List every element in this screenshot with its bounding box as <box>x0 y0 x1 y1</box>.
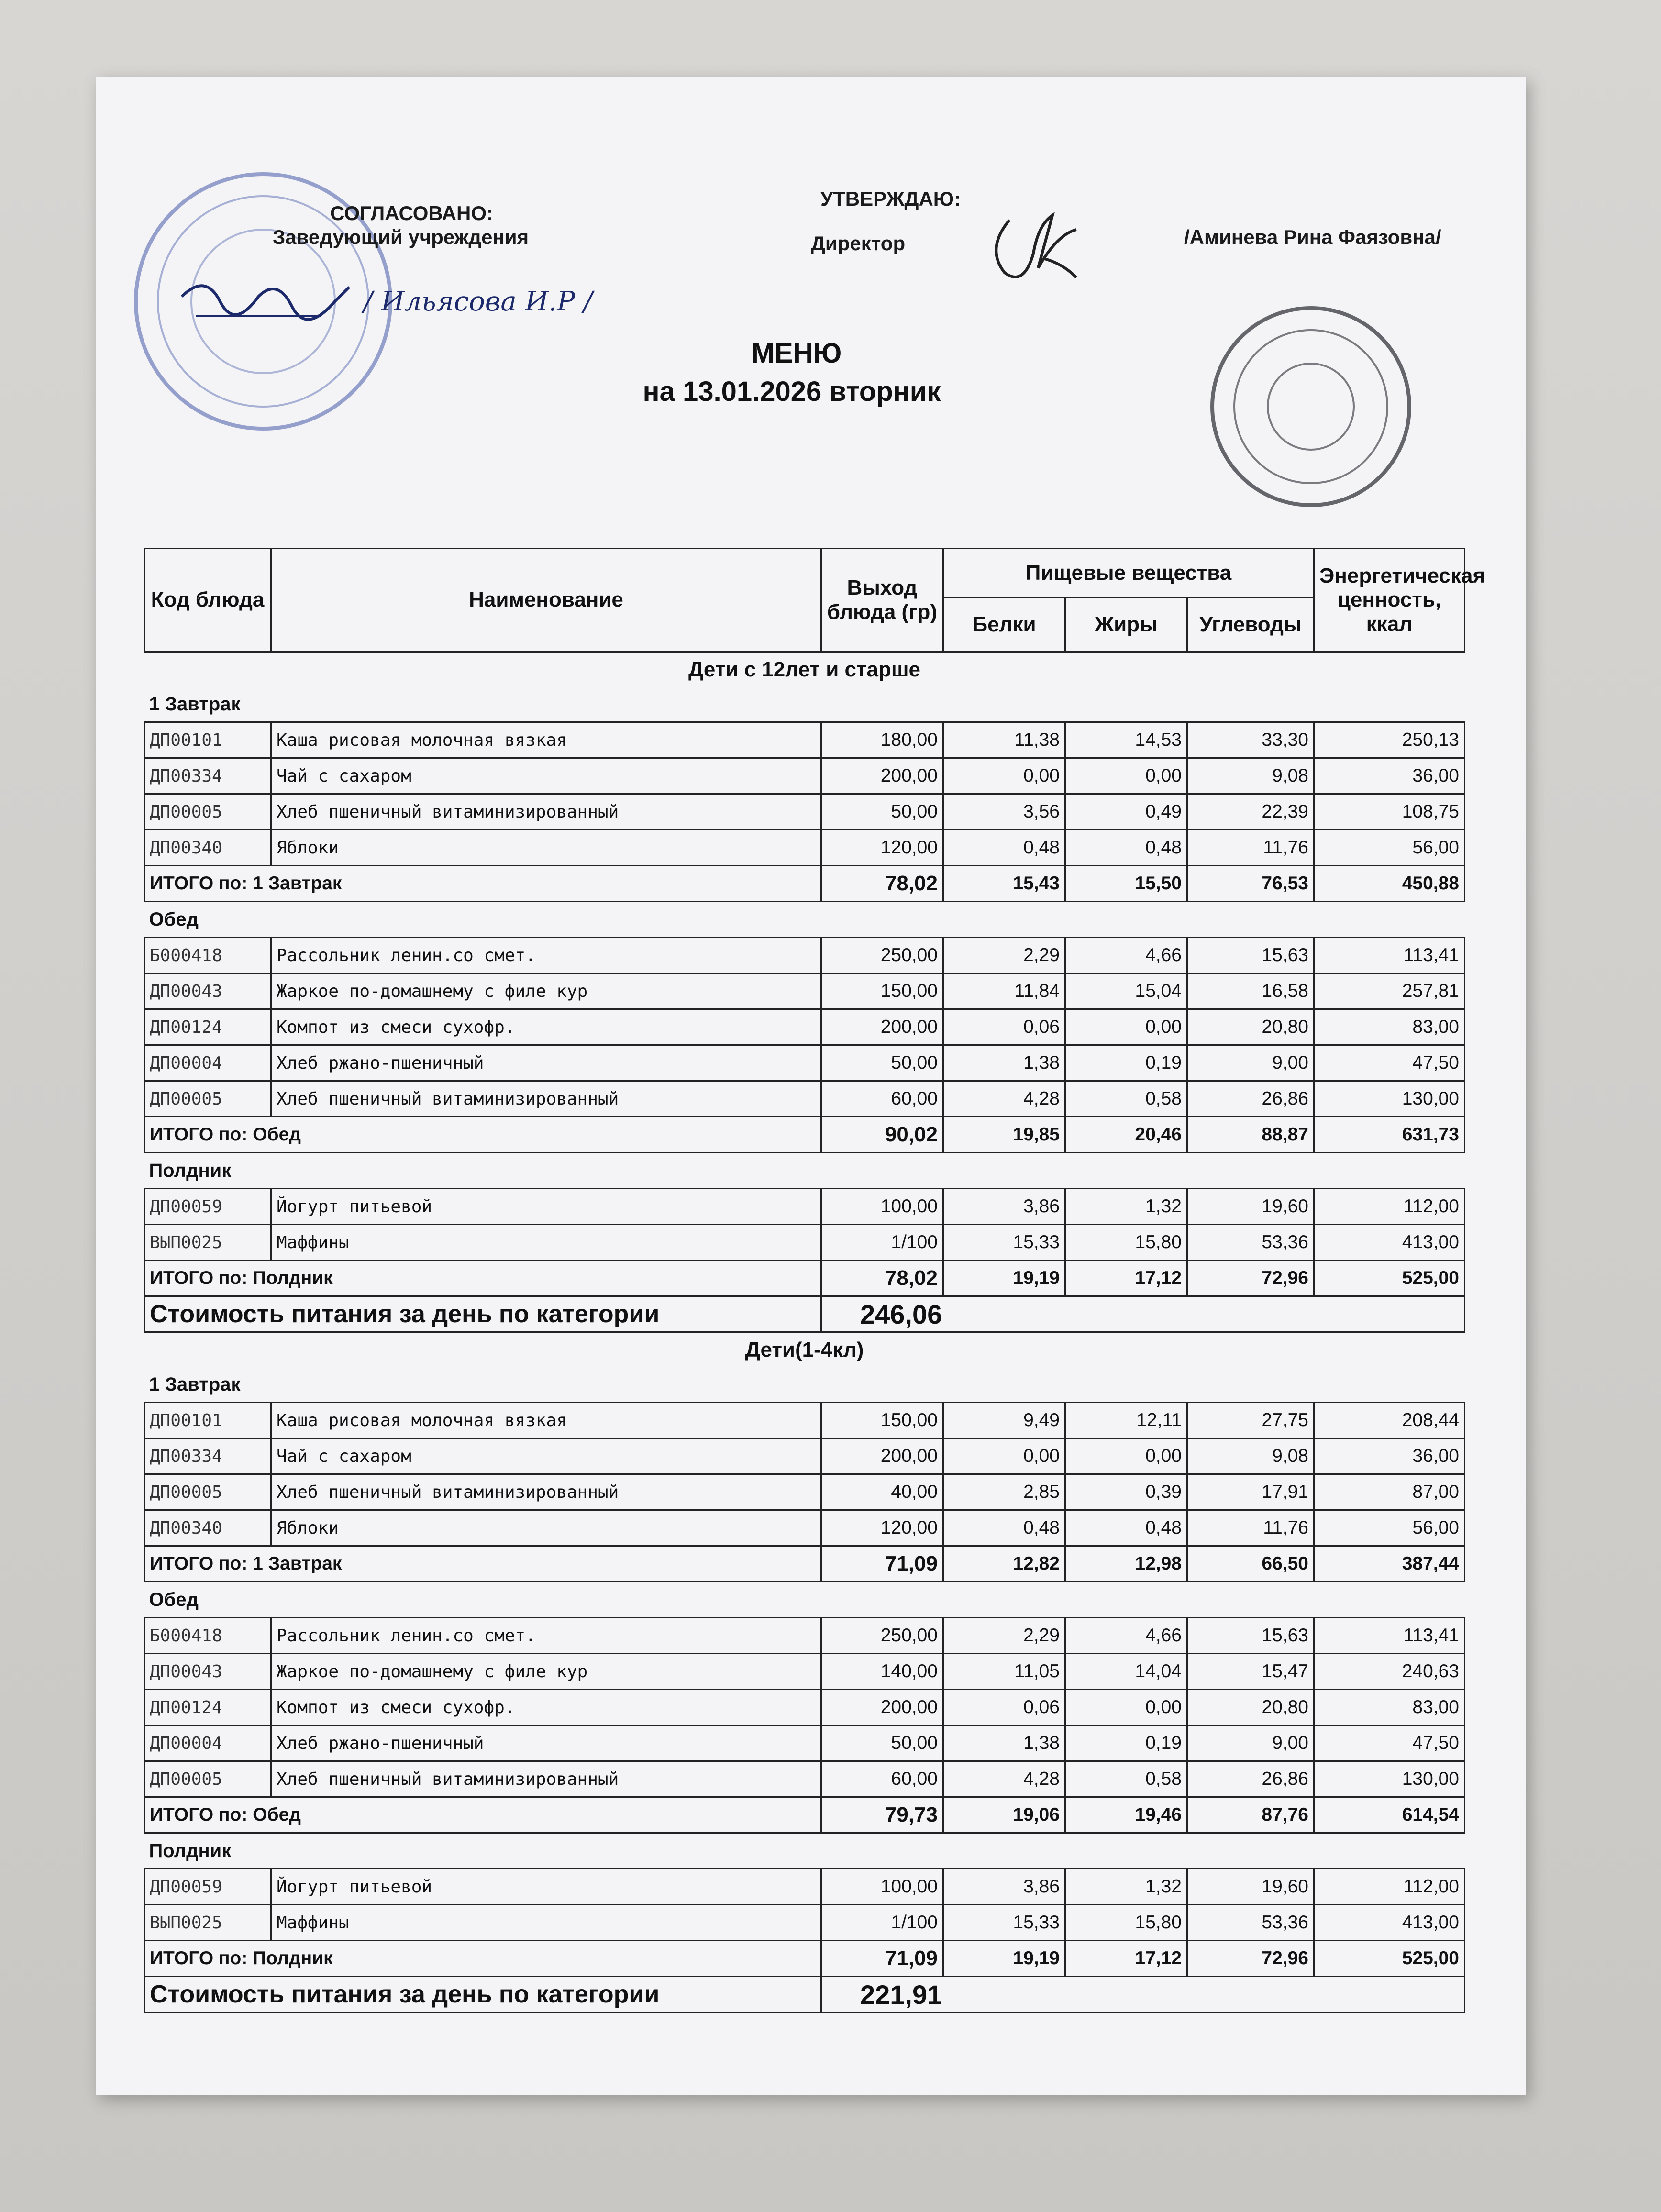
dish-proteins: 0,48 <box>943 830 1065 866</box>
dish-name: Хлеб пшеничный витаминизированный <box>271 1081 821 1117</box>
menu-title: МЕНЮ <box>751 338 842 369</box>
dish-code: ДП00340 <box>144 1510 271 1546</box>
daily-cost-value: 246,06 <box>821 1296 1465 1332</box>
dish-fats: 0,39 <box>1065 1474 1187 1510</box>
dish-name: Хлеб ржано-пшеничный <box>271 1045 821 1081</box>
dish-name: Каша рисовая молочная вязкая <box>271 1403 821 1438</box>
dish-proteins: 2,85 <box>943 1474 1065 1510</box>
dish-output: 200,00 <box>821 1009 943 1045</box>
total-label: ИТОГО по: 1 Завтрак <box>144 866 821 902</box>
meal-title: Полдник <box>149 1840 232 1861</box>
dish-proteins: 11,38 <box>943 722 1065 758</box>
dish-output: 100,00 <box>821 1189 943 1225</box>
dish-energy: 112,00 <box>1314 1189 1465 1225</box>
dish-energy: 47,50 <box>1314 1045 1465 1081</box>
dish-fats: 0,49 <box>1065 794 1187 830</box>
dish-carbs: 11,76 <box>1187 830 1314 866</box>
total-carbs: 88,87 <box>1187 1117 1314 1153</box>
meal-title: 1 Завтрак <box>149 693 241 715</box>
table-row <box>144 794 1465 830</box>
dish-carbs: 20,80 <box>1187 1690 1314 1725</box>
dish-output: 1/100 <box>821 1225 943 1261</box>
dish-name: Компот из смеси сухофр. <box>271 1690 821 1725</box>
dish-energy: 87,00 <box>1314 1474 1465 1510</box>
meal-title: 1 Завтрак <box>149 1373 241 1395</box>
dish-name: Каша рисовая молочная вязкая <box>271 722 821 758</box>
dish-proteins: 3,86 <box>943 1869 1065 1905</box>
table-row <box>144 1618 1465 1654</box>
total-carbs: 72,96 <box>1187 1261 1314 1296</box>
dish-fats: 4,66 <box>1065 1618 1187 1654</box>
dish-energy: 36,00 <box>1314 1438 1465 1474</box>
dish-code: ДП00005 <box>144 1081 271 1117</box>
agreed-role: Заведующий учреждения <box>273 226 529 248</box>
total-row <box>144 1941 1465 1977</box>
dish-output: 50,00 <box>821 794 943 830</box>
dish-code: ВЫП0025 <box>144 1225 271 1261</box>
table-row <box>144 1081 1465 1117</box>
total-label: ИТОГО по: Обед <box>144 1797 821 1833</box>
dish-proteins: 3,86 <box>943 1189 1065 1225</box>
table-row <box>144 938 1465 973</box>
dish-code: ВЫП0025 <box>144 1905 271 1941</box>
total-row <box>144 866 1465 902</box>
dish-output: 140,00 <box>821 1654 943 1690</box>
dish-fats: 0,00 <box>1065 1438 1187 1474</box>
table-row <box>144 1761 1465 1797</box>
dish-name: Йогурт питьевой <box>271 1189 821 1225</box>
total-energy: 450,88 <box>1314 866 1465 902</box>
dish-name: Яблоки <box>271 830 821 866</box>
category-row <box>144 1332 1465 1368</box>
signature-right <box>981 206 1086 292</box>
dish-code: ДП00004 <box>144 1045 271 1081</box>
dish-output: 40,00 <box>821 1474 943 1510</box>
dish-code: ДП00005 <box>144 1474 271 1510</box>
total-output: 90,02 <box>821 1117 943 1153</box>
total-energy: 631,73 <box>1314 1117 1465 1153</box>
daily-cost-value: 221,91 <box>821 1977 1465 2013</box>
dish-carbs: 9,00 <box>1187 1725 1314 1761</box>
menu-date: на 13.01.2026 вторник <box>642 376 941 407</box>
dish-carbs: 9,00 <box>1187 1045 1314 1081</box>
dish-code: ДП00101 <box>144 1403 271 1438</box>
table-row <box>144 1654 1465 1690</box>
dish-output: 150,00 <box>821 1403 943 1438</box>
dish-fats: 4,66 <box>1065 938 1187 973</box>
dish-code: ДП00004 <box>144 1725 271 1761</box>
dish-proteins: 0,06 <box>943 1009 1065 1045</box>
table-row <box>144 1189 1465 1225</box>
dish-fats: 0,00 <box>1065 758 1187 794</box>
dish-carbs: 9,08 <box>1187 1438 1314 1474</box>
dish-energy: 108,75 <box>1314 794 1465 830</box>
dish-carbs: 9,08 <box>1187 758 1314 794</box>
total-carbs: 66,50 <box>1187 1546 1314 1582</box>
dish-name: Жаркое по-домашнему с филе кур <box>271 1654 821 1690</box>
dish-carbs: 26,86 <box>1187 1761 1314 1797</box>
dish-proteins: 1,38 <box>943 1725 1065 1761</box>
dish-fats: 15,04 <box>1065 973 1187 1009</box>
dish-energy: 47,50 <box>1314 1725 1465 1761</box>
meal-heading-row <box>144 902 1465 938</box>
dish-name: Жаркое по-домашнему с филе кур <box>271 973 821 1009</box>
dish-name: Маффины <box>271 1225 821 1261</box>
dish-carbs: 26,86 <box>1187 1081 1314 1117</box>
dish-output: 200,00 <box>821 758 943 794</box>
dish-carbs: 33,30 <box>1187 722 1314 758</box>
total-fats: 15,50 <box>1065 866 1187 902</box>
total-energy: 525,00 <box>1314 1941 1465 1977</box>
dish-fats: 1,32 <box>1065 1869 1187 1905</box>
daily-cost-row <box>144 1296 1465 1332</box>
meal-heading-row <box>144 1582 1465 1618</box>
dish-fats: 0,48 <box>1065 1510 1187 1546</box>
category-row <box>144 652 1465 687</box>
dish-fats: 0,19 <box>1065 1725 1187 1761</box>
category-title: Дети(1-4кл) <box>745 1338 864 1361</box>
dish-output: 150,00 <box>821 973 943 1009</box>
meal-heading-row <box>144 1153 1465 1189</box>
dish-carbs: 22,39 <box>1187 794 1314 830</box>
total-proteins: 19,19 <box>943 1261 1065 1296</box>
dish-code: ДП00059 <box>144 1189 271 1225</box>
dish-output: 100,00 <box>821 1869 943 1905</box>
dish-proteins: 2,29 <box>943 1618 1065 1654</box>
total-proteins: 19,85 <box>943 1117 1065 1153</box>
meal-heading-row <box>144 687 1465 722</box>
table-row <box>144 1045 1465 1081</box>
total-proteins: 15,43 <box>943 866 1065 902</box>
dish-carbs: 19,60 <box>1187 1189 1314 1225</box>
dish-name: Маффины <box>271 1905 821 1941</box>
col-energy: Энергетическая ценность, ккал <box>1314 549 1465 652</box>
dish-name: Хлеб пшеничный витаминизированный <box>271 794 821 830</box>
approve-name: /Аминева Рина Фаязовна/ <box>1184 226 1441 248</box>
total-energy: 614,54 <box>1314 1797 1465 1833</box>
dish-fats: 0,58 <box>1065 1081 1187 1117</box>
dish-energy: 56,00 <box>1314 1510 1465 1546</box>
dish-output: 60,00 <box>821 1761 943 1797</box>
table-row <box>144 1905 1465 1941</box>
dish-carbs: 53,36 <box>1187 1905 1314 1941</box>
total-output: 78,02 <box>821 866 943 902</box>
dish-code: ДП00340 <box>144 830 271 866</box>
dish-fats: 0,00 <box>1065 1690 1187 1725</box>
dish-carbs: 16,58 <box>1187 973 1314 1009</box>
dish-code: ДП00334 <box>144 1438 271 1474</box>
total-carbs: 76,53 <box>1187 866 1314 902</box>
total-label: ИТОГО по: 1 Завтрак <box>144 1546 821 1582</box>
dish-fats: 0,58 <box>1065 1761 1187 1797</box>
dish-code: ДП00059 <box>144 1869 271 1905</box>
dish-carbs: 15,63 <box>1187 938 1314 973</box>
dish-energy: 250,13 <box>1314 722 1465 758</box>
dish-energy: 208,44 <box>1314 1403 1465 1438</box>
dish-carbs: 15,47 <box>1187 1654 1314 1690</box>
daily-cost-label: Стоимость питания за день по категории <box>144 1296 821 1332</box>
dish-energy: 56,00 <box>1314 830 1465 866</box>
dish-output: 200,00 <box>821 1438 943 1474</box>
dish-proteins: 11,05 <box>943 1654 1065 1690</box>
total-label: ИТОГО по: Полдник <box>144 1261 821 1296</box>
agreed-signature-name: / Ильясова И.Р / <box>364 286 593 317</box>
daily-cost-row <box>144 1977 1465 2013</box>
total-output: 71,09 <box>821 1546 943 1582</box>
total-energy: 525,00 <box>1314 1261 1465 1296</box>
dish-carbs: 20,80 <box>1187 1009 1314 1045</box>
dish-code: ДП00124 <box>144 1009 271 1045</box>
approve-role: Директор <box>811 232 906 254</box>
dish-code: ДП00334 <box>144 758 271 794</box>
dish-output: 60,00 <box>821 1081 943 1117</box>
table-row <box>144 830 1465 866</box>
dish-carbs: 19,60 <box>1187 1869 1314 1905</box>
dish-energy: 130,00 <box>1314 1081 1465 1117</box>
dish-proteins: 4,28 <box>943 1761 1065 1797</box>
table-row <box>144 1725 1465 1761</box>
meal-title: Обед <box>149 1589 199 1610</box>
dish-fats: 14,04 <box>1065 1654 1187 1690</box>
signature-left <box>177 268 359 335</box>
dish-fats: 15,80 <box>1065 1225 1187 1261</box>
total-fats: 19,46 <box>1065 1797 1187 1833</box>
dish-fats: 1,32 <box>1065 1189 1187 1225</box>
dish-name: Хлеб пшеничный витаминизированный <box>271 1474 821 1510</box>
total-row <box>144 1797 1465 1833</box>
dish-output: 250,00 <box>821 938 943 973</box>
dish-proteins: 0,00 <box>943 1438 1065 1474</box>
dish-energy: 413,00 <box>1314 1905 1465 1941</box>
dish-energy: 36,00 <box>1314 758 1465 794</box>
dish-code: ДП00043 <box>144 973 271 1009</box>
dish-code: Б000418 <box>144 938 271 973</box>
dish-carbs: 27,75 <box>1187 1403 1314 1438</box>
total-row <box>144 1117 1465 1153</box>
dish-carbs: 17,91 <box>1187 1474 1314 1510</box>
agreed-label: СОГЛАСОВАНО: <box>330 202 493 224</box>
dish-name: Хлеб пшеничный витаминизированный <box>271 1761 821 1797</box>
total-fats: 17,12 <box>1065 1941 1187 1977</box>
table-row <box>144 973 1465 1009</box>
dish-energy: 257,81 <box>1314 973 1465 1009</box>
table-row <box>144 1474 1465 1510</box>
dish-output: 50,00 <box>821 1045 943 1081</box>
total-label: ИТОГО по: Обед <box>144 1117 821 1153</box>
dish-output: 200,00 <box>821 1690 943 1725</box>
meal-heading-row <box>144 1367 1465 1403</box>
dish-carbs: 11,76 <box>1187 1510 1314 1546</box>
table-row <box>144 1009 1465 1045</box>
meal-heading-row <box>144 1833 1465 1869</box>
col-proteins: Белки <box>943 598 1065 652</box>
dish-output: 180,00 <box>821 722 943 758</box>
dish-name: Рассольник ленин.со смет. <box>271 938 821 973</box>
category-title: Дети с 12лет и старше <box>688 658 921 681</box>
dish-proteins: 1,38 <box>943 1045 1065 1081</box>
dish-fats: 15,80 <box>1065 1905 1187 1941</box>
col-nutrients: Пищевые вещества <box>943 549 1314 598</box>
table-row <box>144 1510 1465 1546</box>
dish-proteins: 11,84 <box>943 973 1065 1009</box>
meal-title: Обед <box>149 908 199 930</box>
dish-fats: 12,11 <box>1065 1403 1187 1438</box>
dish-fats: 0,48 <box>1065 830 1187 866</box>
dish-fats: 0,00 <box>1065 1009 1187 1045</box>
total-row <box>144 1546 1465 1582</box>
dish-name: Хлеб ржано-пшеничный <box>271 1725 821 1761</box>
table-row <box>144 1225 1465 1261</box>
dish-output: 120,00 <box>821 830 943 866</box>
dish-proteins: 15,33 <box>943 1225 1065 1261</box>
total-output: 71,09 <box>821 1941 943 1977</box>
total-fats: 12,98 <box>1065 1546 1187 1582</box>
dish-carbs: 53,36 <box>1187 1225 1314 1261</box>
total-label: ИТОГО по: Полдник <box>144 1941 821 1977</box>
dish-proteins: 0,06 <box>943 1690 1065 1725</box>
dish-output: 50,00 <box>821 1725 943 1761</box>
dish-proteins: 9,49 <box>943 1403 1065 1438</box>
total-proteins: 19,19 <box>943 1941 1065 1977</box>
approve-label: УТВЕРЖДАЮ: <box>820 188 961 210</box>
dish-code: ДП00043 <box>144 1654 271 1690</box>
menu-table <box>144 548 1485 2013</box>
table-row <box>144 1869 1465 1905</box>
dish-fats: 0,19 <box>1065 1045 1187 1081</box>
dish-name: Йогурт питьевой <box>271 1869 821 1905</box>
dish-output: 1/100 <box>821 1905 943 1941</box>
dish-output: 120,00 <box>821 1510 943 1546</box>
total-row <box>144 1261 1465 1296</box>
dish-proteins: 15,33 <box>943 1905 1065 1941</box>
dish-proteins: 2,29 <box>943 938 1065 973</box>
total-output: 79,73 <box>821 1797 943 1833</box>
total-proteins: 12,82 <box>943 1546 1065 1582</box>
daily-cost-label: Стоимость питания за день по категории <box>144 1977 821 2013</box>
dish-name: Чай с сахаром <box>271 758 821 794</box>
meal-title: Полдник <box>149 1160 232 1181</box>
total-carbs: 72,96 <box>1187 1941 1314 1977</box>
dish-proteins: 0,00 <box>943 758 1065 794</box>
dish-proteins: 3,56 <box>943 794 1065 830</box>
dish-code: ДП00124 <box>144 1690 271 1725</box>
dish-energy: 113,41 <box>1314 1618 1465 1654</box>
dish-output: 250,00 <box>821 1618 943 1654</box>
col-fats: Жиры <box>1065 598 1187 652</box>
total-proteins: 19,06 <box>943 1797 1065 1833</box>
dish-carbs: 15,63 <box>1187 1618 1314 1654</box>
table-row <box>144 1690 1465 1725</box>
total-fats: 20,46 <box>1065 1117 1187 1153</box>
dish-name: Компот из смеси сухофр. <box>271 1009 821 1045</box>
dish-code: ДП00005 <box>144 794 271 830</box>
dish-name: Яблоки <box>271 1510 821 1546</box>
dish-energy: 83,00 <box>1314 1009 1465 1045</box>
dish-name: Чай с сахаром <box>271 1438 821 1474</box>
menu-sheet <box>96 77 1526 2095</box>
dish-name: Рассольник ленин.со смет. <box>271 1618 821 1654</box>
dish-energy: 413,00 <box>1314 1225 1465 1261</box>
dish-code: Б000418 <box>144 1618 271 1654</box>
dish-proteins: 4,28 <box>943 1081 1065 1117</box>
dish-energy: 240,63 <box>1314 1654 1465 1690</box>
table-row <box>144 722 1465 758</box>
dish-energy: 83,00 <box>1314 1690 1465 1725</box>
dish-code: ДП00101 <box>144 722 271 758</box>
table-row <box>144 1438 1465 1474</box>
dish-energy: 113,41 <box>1314 938 1465 973</box>
dish-proteins: 0,48 <box>943 1510 1065 1546</box>
table-row <box>144 1403 1465 1438</box>
dish-energy: 130,00 <box>1314 1761 1465 1797</box>
table-row <box>144 758 1465 794</box>
dish-fats: 14,53 <box>1065 722 1187 758</box>
col-carbs: Углеводы <box>1187 598 1314 652</box>
total-carbs: 87,76 <box>1187 1797 1314 1833</box>
dish-energy: 112,00 <box>1314 1869 1465 1905</box>
col-code: Код блюда <box>144 549 271 652</box>
dish-code: ДП00005 <box>144 1761 271 1797</box>
total-energy: 387,44 <box>1314 1546 1465 1582</box>
col-name: Наименование <box>271 549 821 652</box>
total-fats: 17,12 <box>1065 1261 1187 1296</box>
total-output: 78,02 <box>821 1261 943 1296</box>
col-output: Выход блюда (гр) <box>821 549 943 652</box>
